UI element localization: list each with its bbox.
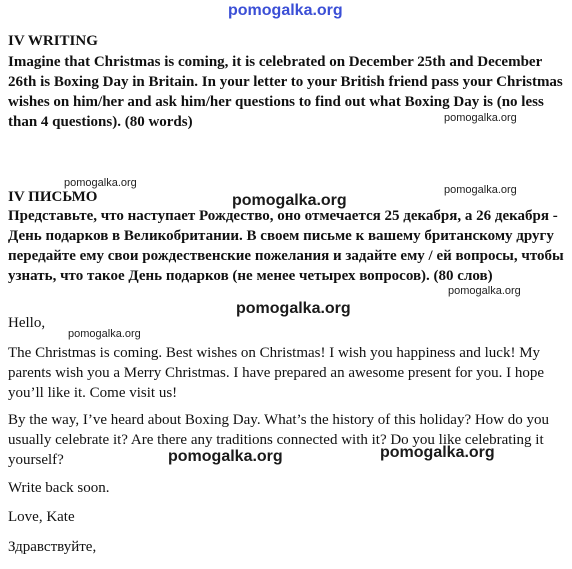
watermark-big-3: pomogalka.org [380,444,495,461]
watermark-small-5: pomogalka.org [68,328,141,340]
watermark-small-4: pomogalka.org [448,285,521,297]
watermark-big-1: pomogalka.org [232,192,347,209]
letter-greeting: Hello, [8,315,46,331]
watermark-top: pomogalka.org [228,2,343,19]
writing-heading: IV WRITING [8,33,98,49]
letter-closing: Write back soon. [8,480,110,496]
watermark-small-1: pomogalka.org [444,112,517,124]
letter-paragraph-1: The Christmas is coming. Best wishes on Christmas! I wish you happiness and luck! My parents wish you a Merry Christmas. I have prepared an awesome present for you. I hope you’ll like it. Come visit us! [8,345,545,401]
watermark-big-4: pomogalka.org [168,448,283,465]
watermark-small-3: pomogalka.org [444,184,517,196]
watermark-small-2: pomogalka.org [64,177,137,189]
watermark-big-2: pomogalka.org [236,300,351,317]
pismo-heading: IV ПИСЬМО [8,189,98,205]
writing-task: Imagine that Christmas is coming, it is celebrated on December 25th and December 26th is Boxing Day in Britain. In your letter to your British friend pass your Christmas wishes on him/her and ask him/her questions to find out what Boxing Day is (no less than 4 questions). (80 words) [8,54,563,130]
letter-signature: Love, Kate [8,509,75,525]
letter-paragraph-2: By the way, I’ve heard about Boxing Day. What’s the history of this holiday? How do you usually celebrate it? Are there any traditions connected with it? Do you like celebrating it yourself? [8,412,550,468]
letter-ru-greeting: Здравствуйте, [8,539,97,555]
pismo-task: Представьте, что наступает Рождество, оно отмечается 25 декабря, а 26 декабря - День подарков в Великобритании. В своем письме к вашему британскому другу передайте ему свои рождественские пожелания и задайте ему / ей вопросы, чтобы узнать, что такое День подарков (не менее четырех вопросов). (80 слов) [8,208,564,284]
